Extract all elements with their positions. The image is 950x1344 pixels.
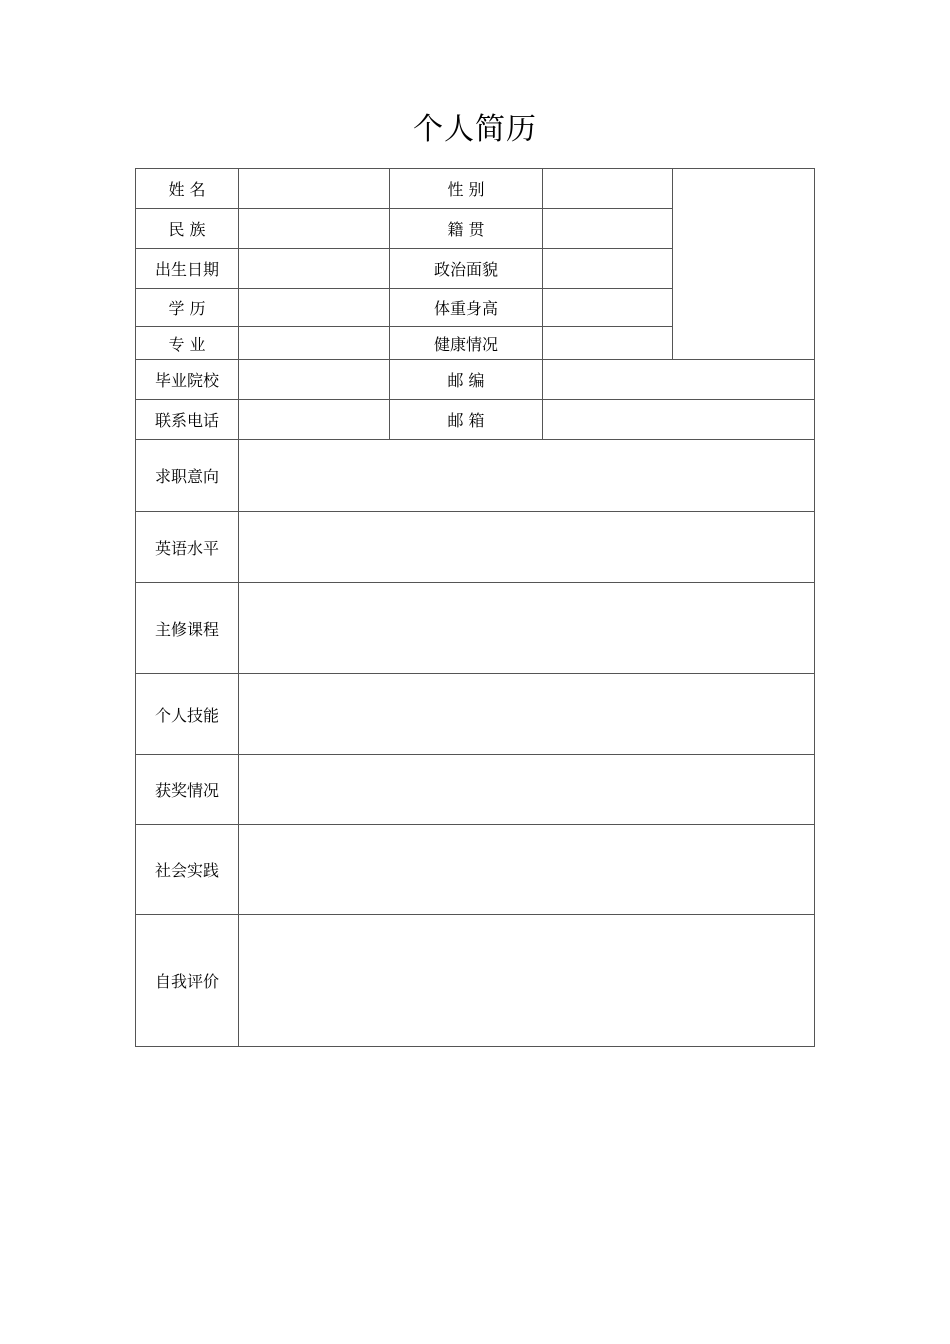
main-courses-label: 主修课程 bbox=[136, 583, 239, 674]
photo-cell[interactable] bbox=[673, 169, 815, 360]
native-place-value[interactable] bbox=[543, 209, 673, 249]
height-weight-value[interactable] bbox=[543, 289, 673, 327]
english-level-value[interactable] bbox=[239, 512, 815, 583]
social-practice-value[interactable] bbox=[239, 825, 815, 915]
row-phone bbox=[136, 400, 815, 440]
row-main-courses bbox=[136, 583, 815, 674]
phone-value[interactable] bbox=[239, 400, 390, 440]
social-practice-label: 社会实践 bbox=[136, 825, 239, 915]
political-status-value[interactable] bbox=[543, 249, 673, 289]
gender-value[interactable] bbox=[543, 169, 673, 209]
row-self-evaluation bbox=[136, 915, 815, 1047]
row-english-level bbox=[136, 512, 815, 583]
main-courses-value[interactable] bbox=[239, 583, 815, 674]
education-value[interactable] bbox=[239, 289, 390, 327]
row-personal-skills bbox=[136, 674, 815, 755]
name-label: 姓 名 bbox=[136, 169, 239, 209]
awards-label: 获奖情况 bbox=[136, 755, 239, 825]
row-awards bbox=[136, 755, 815, 825]
awards-value[interactable] bbox=[239, 755, 815, 825]
gender-label: 性 别 bbox=[390, 169, 543, 209]
height-weight-label: 体重身高 bbox=[390, 289, 543, 327]
school-label: 毕业院校 bbox=[136, 360, 239, 400]
native-place-label: 籍 贯 bbox=[390, 209, 543, 249]
education-label: 学 历 bbox=[136, 289, 239, 327]
job-intention-value[interactable] bbox=[239, 440, 815, 512]
postcode-label: 邮 编 bbox=[390, 360, 543, 400]
health-value[interactable] bbox=[543, 327, 673, 360]
resume-table bbox=[135, 168, 815, 1047]
health-label: 健康情况 bbox=[390, 327, 543, 360]
major-value[interactable] bbox=[239, 327, 390, 360]
email-value[interactable] bbox=[543, 400, 815, 440]
birthdate-value[interactable] bbox=[239, 249, 390, 289]
political-status-label: 政治面貌 bbox=[390, 249, 543, 289]
personal-skills-value[interactable] bbox=[239, 674, 815, 755]
row-job-intention bbox=[136, 440, 815, 512]
english-level-label: 英语水平 bbox=[136, 512, 239, 583]
ethnicity-label: 民 族 bbox=[136, 209, 239, 249]
major-label: 专 业 bbox=[136, 327, 239, 360]
birthdate-label: 出生日期 bbox=[136, 249, 239, 289]
job-intention-label: 求职意向 bbox=[136, 440, 239, 512]
phone-label: 联系电话 bbox=[136, 400, 239, 440]
row-name bbox=[136, 169, 815, 209]
ethnicity-value[interactable] bbox=[239, 209, 390, 249]
name-value[interactable] bbox=[239, 169, 390, 209]
row-social-practice bbox=[136, 825, 815, 915]
school-value[interactable] bbox=[239, 360, 390, 400]
email-label: 邮 箱 bbox=[390, 400, 543, 440]
self-evaluation-label: 自我评价 bbox=[136, 915, 239, 1047]
row-school bbox=[136, 360, 815, 400]
postcode-value[interactable] bbox=[543, 360, 815, 400]
page-title: 个人简历 bbox=[413, 112, 537, 147]
self-evaluation-value[interactable] bbox=[239, 915, 815, 1047]
personal-skills-label: 个人技能 bbox=[136, 674, 239, 755]
